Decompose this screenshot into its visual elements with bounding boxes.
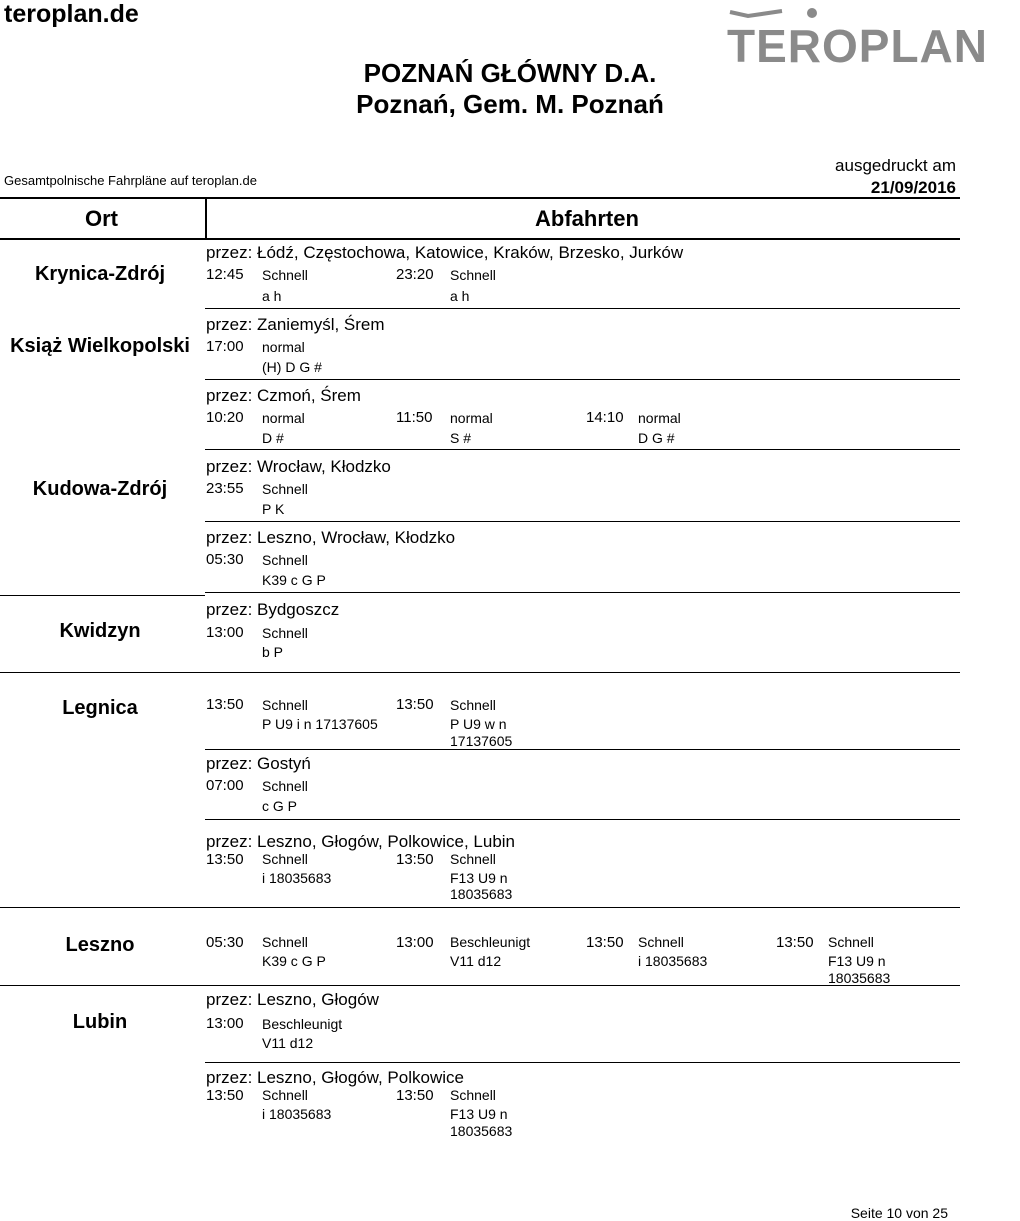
train-notes: 18035683 [450,1123,513,1139]
train-type: Schnell [828,934,874,950]
train-type: Schnell [262,851,308,867]
train-type: Schnell [262,934,308,950]
train-notes: D G # [638,430,675,446]
row-separator [0,672,960,673]
departure-time: 14:10 [586,409,624,426]
place-ksiaz: Książ Wielkopolski [10,335,190,357]
departure-time: 07:00 [206,777,244,794]
departure-time: 11:50 [396,409,433,426]
train-notes: 18035683 [828,970,891,986]
route-via: przez: Czmoń, Śrem [206,386,361,405]
train-type: Beschleunigt [262,1016,343,1032]
row-separator [205,449,960,450]
train-type: normal [450,410,493,426]
departure-time: 13:50 [396,696,434,713]
row-separator [205,379,960,380]
train-type: Beschleunigt [450,934,531,950]
train-notes: 18035683 [450,886,513,902]
train-notes: P U9 i n 17137605 [262,716,378,732]
train-notes: i 18035683 [262,870,332,886]
train-notes: F13 U9 n [450,1106,508,1122]
row-separator [205,749,960,750]
route-via: przez: Leszno, Wrocław, Kłodzko [206,528,456,547]
column-header-place: Ort [85,206,118,231]
train-notes: P U9 w n [450,716,507,732]
departure-time: 13:00 [206,1015,244,1032]
page-title: POZNAŃ GŁÓWNY D.A. [363,58,657,88]
header-divider [205,197,207,239]
route-via: przez: Zaniemyśl, Śrem [206,315,385,334]
train-notes: i 18035683 [638,953,708,969]
row-separator [205,1062,960,1063]
route-via: przez: Bydgoszcz [206,600,340,619]
departure-time: 12:45 [206,266,244,283]
train-type: Schnell [450,851,496,867]
place-krynica: Krynica-Zdrój [34,263,166,285]
page-subtitle: Poznań, Gem. M. Poznań [356,89,664,119]
svg-text:TEROPLAN: TEROPLAN [727,20,988,72]
departure-time: 13:50 [776,934,814,951]
departure-time: 13:50 [586,934,624,951]
train-type: Schnell [262,778,308,794]
train-notes: a h [262,288,282,304]
train-type: Schnell [262,552,308,568]
place-legnica: Legnica [62,697,138,719]
train-type: Schnell [262,267,308,283]
departure-time: 13:50 [396,1087,434,1104]
row-separator [205,819,960,820]
train-notes: V11 d12 [450,953,502,969]
train-notes: D # [262,430,284,446]
departure-time: 13:00 [206,624,244,641]
train-notes: S # [450,430,472,446]
route-via: przez: Wrocław, Kłodzko [206,457,391,476]
train-notes: (H) D G # [262,359,322,375]
train-type: normal [638,410,681,426]
train-notes: F13 U9 n [450,870,508,886]
departure-time: 05:30 [206,551,244,568]
route-via: przez: Gostyń [206,754,311,773]
train-notes: F13 U9 n [828,953,886,969]
row-separator [205,308,960,309]
departure-time: 13:50 [206,1087,244,1104]
departure-time: 23:55 [206,480,244,497]
place-kudowa: Kudowa-Zdrój [32,478,168,500]
teroplan-logo [724,4,988,72]
departure-time: 05:30 [206,934,244,951]
departure-time: 13:50 [206,696,244,713]
train-notes: a h [450,288,470,304]
row-separator [205,592,960,593]
departure-time: 17:00 [206,338,244,355]
departure-time: 10:20 [206,409,244,426]
train-notes: c G P [262,798,298,814]
train-type: normal [262,339,305,355]
page-number: Seite 10 von 25 [850,1205,948,1221]
route-via: przez: Łódź, Częstochowa, Katowice, Kraków, Brzesko, Jurków [206,243,684,262]
train-notes: P K [262,501,285,517]
train-type: Schnell [262,481,308,497]
route-via: przez: Leszno, Głogów, Polkowice, Lubin [206,832,516,851]
route-via: przez: Leszno, Głogów [206,990,379,1009]
train-notes: 17137605 [450,733,513,749]
place-kwidzyn: Kwidzyn [59,620,141,642]
train-notes: i 18035683 [262,1106,332,1122]
departure-time: 23:20 [396,266,434,283]
row-separator [0,985,960,986]
train-type: Schnell [450,1087,496,1103]
row-separator [205,521,960,522]
train-notes: K39 c G P [262,953,326,969]
train-notes: V11 d12 [262,1035,314,1051]
column-header-departures: Abfahrten [535,206,639,231]
train-notes: b P [262,644,284,660]
train-type: normal [262,410,305,426]
train-type: Schnell [262,1087,308,1103]
site-name: teroplan.de [4,0,139,28]
printed-label: ausgedruckt am [835,156,956,175]
row-separator [0,907,960,908]
departure-time: 13:50 [206,851,244,868]
departure-time: 13:00 [396,934,434,951]
route-via: przez: Leszno, Głogów, Polkowice [206,1068,464,1087]
departure-time: 13:50 [396,851,434,868]
table-header-bottom-border [0,238,960,240]
table-top-border [0,197,960,199]
printed-date: 21/09/2016 [870,178,956,197]
train-type: Schnell [450,267,496,283]
place-leszno: Leszno [65,934,135,956]
train-type: Schnell [638,934,684,950]
train-type: Schnell [262,697,308,713]
subtitle-text: Gesamtpolnische Fahrpläne auf teroplan.de [4,173,257,188]
train-type: Schnell [262,625,308,641]
place-lubin: Lubin [72,1011,128,1033]
train-type: Schnell [450,697,496,713]
row-separator [0,595,205,596]
train-notes: K39 c G P [262,572,326,588]
